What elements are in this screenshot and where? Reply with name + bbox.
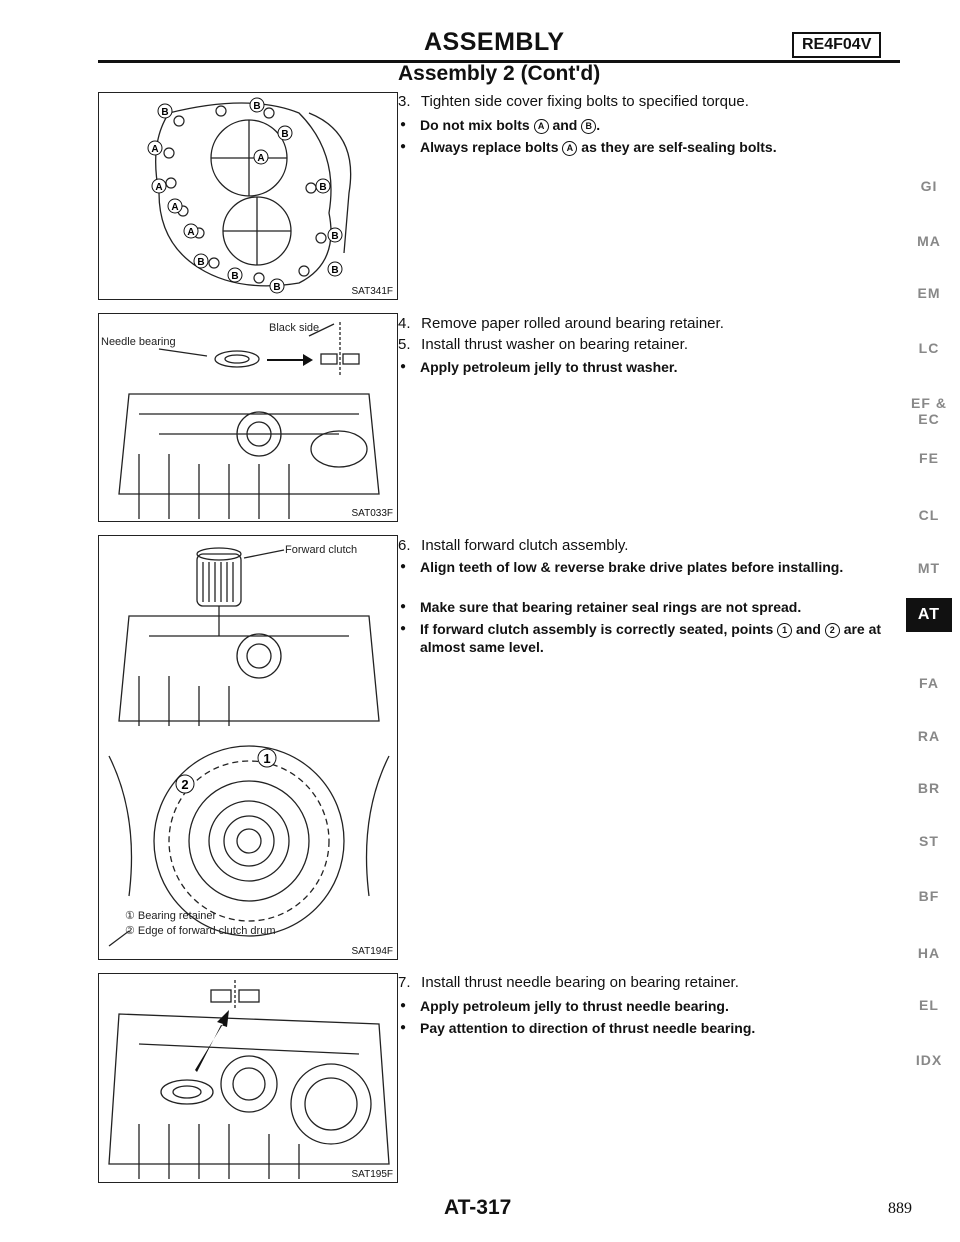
bullet-text: Do not mix bolts [420, 117, 530, 133]
step-number: 3. [398, 93, 411, 110]
figure-code: SAT195F [351, 1169, 393, 1180]
bullet-text: Always replace bolts [420, 139, 559, 155]
page-number: AT-317 [444, 1196, 512, 1219]
side-tab-gi[interactable]: GI [920, 178, 938, 194]
bolt-a-marker: A [534, 119, 549, 134]
bullet-text: and [552, 117, 578, 133]
side-tab-idx[interactable]: IDX [915, 1052, 943, 1068]
step-4 [398, 314, 898, 333]
page-title: ASSEMBLY [424, 28, 565, 56]
figure-code: SAT341F [351, 286, 393, 297]
step-7-bullet-1: ● Apply petroleum jelly to thrust needle bearing. [398, 997, 898, 1015]
svg-text:B: B [253, 101, 261, 112]
step-3-bullet-1 [398, 116, 898, 134]
side-tab-ef[interactable]: EF & [911, 395, 947, 411]
step-6 [398, 536, 898, 555]
side-tab-ma[interactable]: MA [917, 233, 941, 249]
sheet-number: 889 [888, 1200, 912, 1217]
thrust-needle-bearing-drawing [99, 974, 398, 1183]
step-number: 4. [398, 315, 411, 332]
side-tab-ha[interactable]: HA [917, 945, 941, 961]
side-tab-bf[interactable]: BF [918, 888, 940, 904]
model-badge: RE4F04V [792, 32, 881, 58]
label-needle-bearing: Needle bearing [101, 336, 176, 348]
step-7 [398, 973, 898, 992]
svg-text:A: A [151, 144, 159, 155]
step-text: Install thrust needle bearing on bearing retainer. [421, 974, 739, 991]
side-tab-ra[interactable]: RA [917, 728, 941, 744]
svg-text:A: A [187, 227, 195, 238]
figure-code: SAT033F [351, 508, 393, 519]
step-number: 6. [398, 537, 411, 554]
label-bearing-retainer: ① Bearing retainer [125, 910, 217, 922]
side-cover-drawing [99, 93, 398, 300]
svg-text:A: A [155, 182, 163, 193]
side-tab-mt[interactable]: MT [917, 560, 941, 576]
step-5-bullet-1: ● Apply petroleum jelly to thrust washer. [398, 358, 898, 376]
figure-code: SAT194F [351, 946, 393, 957]
label-forward-clutch: Forward clutch [285, 544, 358, 556]
label-clutch-drum-edge: ② Edge of forward clutch drum [125, 925, 276, 937]
step-5 [398, 335, 898, 354]
bullet-text: are at almost same level. [420, 621, 882, 655]
bullet-text: . [596, 117, 601, 133]
side-tab-fe[interactable]: FE [919, 450, 939, 466]
step-3 [398, 92, 898, 111]
side-tab-br[interactable]: BR [917, 780, 941, 796]
side-tab-fa[interactable]: FA [919, 675, 939, 691]
figure-side-cover [98, 92, 398, 300]
label-black-side: Black side [269, 322, 320, 334]
svg-text:B: B [319, 182, 327, 193]
side-tab-ec[interactable]: EC [918, 411, 940, 427]
step-6-bullet-3 [398, 620, 898, 656]
svg-text:B: B [231, 271, 239, 282]
figure-thrust-needle-bearing [98, 973, 398, 1183]
side-tab-at[interactable]: AT [906, 598, 952, 632]
svg-text:1: 1 [263, 751, 271, 766]
svg-text:B: B [273, 282, 281, 293]
bullet-text: as they are self-sealing bolts. [581, 139, 777, 155]
figure-forward-clutch [98, 535, 398, 960]
side-tab-el[interactable]: EL [919, 997, 939, 1013]
svg-text:B: B [161, 107, 169, 118]
forward-clutch-drawing [99, 536, 398, 960]
step-text: Install forward clutch assembly. [421, 537, 629, 554]
step-text: Install thrust washer on bearing retainer. [421, 336, 688, 353]
svg-text:A: A [257, 153, 265, 164]
bolt-a-marker: A [562, 141, 577, 156]
point-2-marker: 2 [825, 623, 840, 638]
side-tab-em[interactable]: EM [917, 285, 941, 301]
step-7-bullet-2: ● Pay attention to direction of thrust needle bearing. [398, 1019, 898, 1037]
svg-text:B: B [331, 265, 339, 276]
svg-text:A: A [171, 202, 179, 213]
side-tab-cl[interactable]: CL [918, 507, 940, 523]
step-6-bullet-2: ● Make sure that bearing retainer seal rings are not spread. [398, 598, 898, 616]
step-3-bullet-2 [398, 138, 898, 156]
figure-thrust-washer [98, 313, 398, 522]
bolt-b-marker: B [581, 119, 596, 134]
section-title: Assembly 2 (Cont'd) [398, 62, 601, 85]
step-number: 7. [398, 974, 411, 991]
side-tab-st[interactable]: ST [919, 833, 939, 849]
svg-text:2: 2 [181, 777, 189, 792]
svg-text:B: B [281, 129, 289, 140]
bullet-text: If forward clutch assembly is correctly seated, points [420, 621, 774, 637]
svg-text:B: B [197, 257, 205, 268]
svg-text:B: B [331, 231, 339, 242]
bullet-text: and [796, 621, 821, 637]
point-1-marker: 1 [777, 623, 792, 638]
side-tab-lc[interactable]: LC [918, 340, 940, 356]
step-text: Tighten side cover fixing bolts to specified torque. [420, 93, 749, 110]
step-number: 5. [398, 336, 411, 353]
step-text: Remove paper rolled around bearing retainer. [421, 315, 724, 332]
step-6-bullet-1: ● Align teeth of low & reverse brake drive plates before installing. [398, 558, 898, 576]
